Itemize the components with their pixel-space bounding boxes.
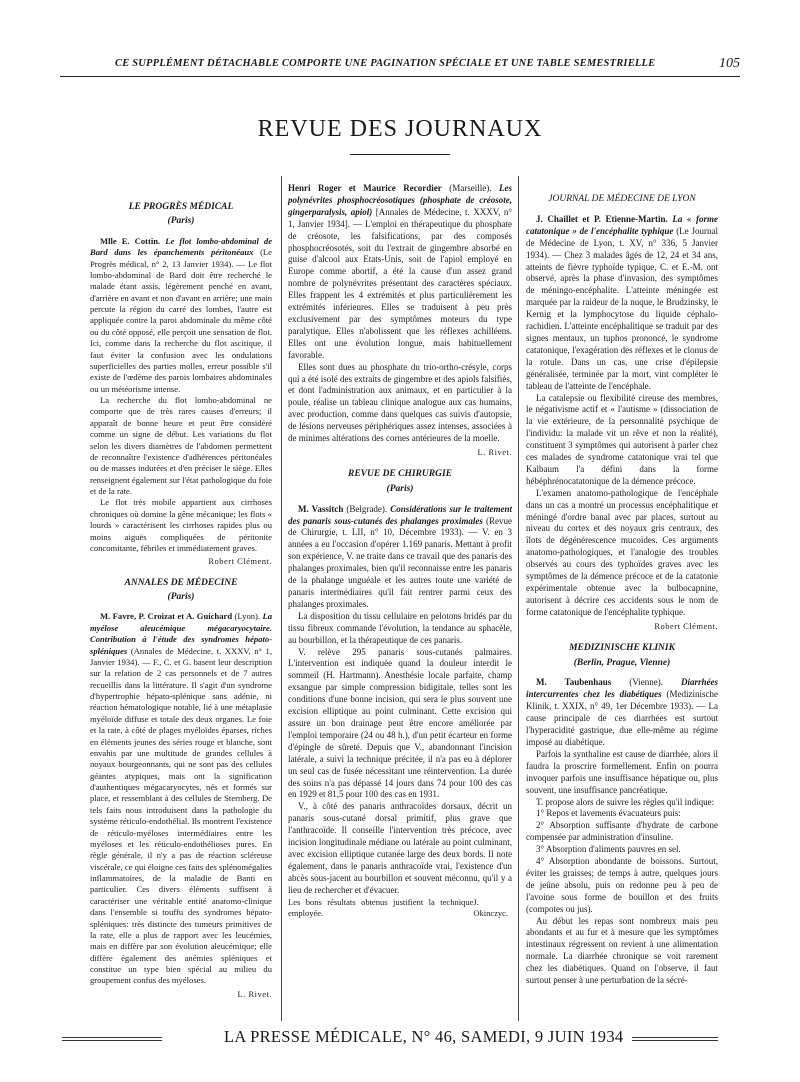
article-title: Le flot lombo-abdominal de Bard dans les épanchements péritonéaux	[90, 235, 273, 258]
page-footer	[60, 1027, 740, 1051]
list-item: 4° Absorption abondante de boissons. Surtout, éviter les graisses; de temps à autre, quelques jours de jeûne absolu, puis on redonne peu à peu de l'avoine sous forme de bouillon et des fruits (compotes ou jus).	[526, 856, 718, 914]
paragraph: La catalepsie ou flexibilité cireuse des membres, le négativisme actif et « l'autisme » (dissociation de la vie extérieure, de la personnalité psychique de l'individu: la malade vit un rêve et non la réalité), constituent 3 symptômes qui autorisent à parler chez ces malades de syndrome catatonique vrai tel que Kalbaum l'a défini dans la forme hébéphrénocatatonique de la démence précoce.	[526, 392, 718, 486]
list-item: 2° Absorption suffisante d'hydrate de carbone compensée par administration d'insuline.	[526, 820, 718, 843]
article-title: Diarrhées intercurrentes chez les diabétiques	[526, 677, 718, 700]
paragraph: L'examen anatomo-pathologique de l'encéphale dans un cas a montré un processus encéphalitique et méningé d'ordre banal avec par places, surtout au niveau du cortex et des noyaux gris centraux, des îlots de dégénérescence mucoïdes. Ces arguments anatomo-pathologiques, et l'analogie des troubles observés au cours des typhoïdes graves avec les symptômes de la démence précoce et de la catatonie expérimentale obtenue avec la bulbocapnine, autorisent à décrire ces accidents sous le nom de forme catatonique de l'encéphalite typhique.	[526, 487, 718, 617]
supplement-note: CE SUPPLÉMENT DÉTACHABLE COMPORTE UNE PAGINATION SPÉCIALE ET UNE TABLE SEMESTRIELLE	[115, 58, 656, 69]
article-title: Les polynévrites phosphocréosotiques (phosphate de créosote, gingerparalysis, apiol)	[288, 183, 513, 217]
paragraph: Le flot très mobile appartient aux cirrhoses chroniques où domine la gêne mécanique; les flots « lourds » caractérisent les cirrhoses rapides plus ou moins aiguës compliquées de péritonite concomitante, fébriles et immédiatement graves.	[90, 497, 272, 553]
section-city: (Berlin, Prague, Vienne)	[573, 657, 671, 668]
article-signature: L. Rivet.	[477, 446, 512, 457]
article-location: (Vienne).	[629, 677, 663, 688]
article-closing	[288, 897, 512, 921]
article-signature: J. Okinczyc.	[473, 896, 509, 919]
article-body	[526, 214, 718, 393]
article-signature: L. Rivet.	[237, 988, 272, 999]
paragraph: Parfois la synthaline est cause de diarrhée, alors il faudra la proscrire formellement. Enfin on pourra invoquer parfois une insuffisance hépatique ou, plus souvent, une insuffisance pancréatique.	[526, 748, 718, 795]
header-rule	[60, 76, 740, 77]
paragraph: Les bons résultats obtenus justifient la technique employée.	[288, 896, 474, 919]
paragraph: Au début les repas sont nombreux mais peu abondants et au fur et à mesure que les symptômes intestinaux régressent on revient à une alimentation normale. La diarrhée chronique se voit rarement chez les diabétiques. Quand on l'observe, il faut surtout penser à une perturbation de la sécré-	[526, 915, 718, 986]
article-author: M. Vassitch	[298, 503, 344, 514]
column-divider	[281, 176, 282, 1021]
article-location: (Marseille).	[449, 183, 492, 193]
article-author: J. Chaillet et P. Etienne-Martin.	[536, 213, 668, 224]
section-heading: LE PROGRÈS MÉDICAL	[128, 202, 234, 212]
article-body	[288, 504, 512, 611]
section-heading: JOURNAL DE MÉDECINE DE LYON	[548, 194, 696, 204]
article-text: (Le Journal de Médecine de Lyon, t. XV, n° 336, 5 Janvier 1934). — Chez 3 malades âgés de 12, 24 et 34 ans, atteints de fièvre typhoïde typique, C. et E.-M. ont observé, après la phase d'invasion, des symptômes de méningo-encéphalite. L'atteinte méningée est marquée par la raideur de la nuque, le Brudzinsky, le Kernig et la lymphocytose du liquide céphalo-rachidien. L'atteinte encéphalitique se traduit par des signes mentaux, un tuphos prononcé, le syndrome catatonique, l'exagération des réflexes et le clonus de la rotule. Dans un cas, une crise d'épilepsie généralisée, terminée par la mort, vint compléter le tableau de l'atteinte de l'encéphale.	[526, 225, 719, 391]
article-signature: Robert Clément.	[208, 556, 272, 567]
article-text: (Annales de Médecine, t. XXXV, n° 1, Janvier 1934). — F., C. et G. basent leur description sur la relation de 2 cas personnels et de 7 autres recueillis dans la littérature. Il s'agit d'un syndrome d'hypertrophie hépato-splénique sans adénie, ni réaction hématologique notable, lié à une métaplasie myéloïde diffuse et totale des deux organes. Le foie et la rate, à côté de plages myéloïdes éparses, riches en éléments jeunes des séries rouge et blanche, sont envahis par une multitude de grandes cellules à noyaux bourgeonnants, qui ne sont pas des cellules géantes atypiques, mais ont la signification d'authentiques mégacaryocytes, nés et formés sur place, et ressemblant à des cellules de Sternberg. De tels faits nous introduisent dans la pathologie du système réticulo-endothélial. Ils montrent l'existence de réticulo-myéloses intermédiaires entre les myéloses et les réticulo-endothélioses pures. En règle générale, il n'y a pas de réaction scléreuse viscérale, ce qui éloigne ces faits des splénomégalies inflammatoires, de la maladie de Banti en particulier. Ces divers éléments suffisent à caractériser une véritable entité anatomo-clinique dans l'ensemble si touffu des syndromes hépato-spléniques: très distincte des tumeurs primitives de la rate, elle a plus de rapport avec les leucémies, mais en diffère par son évolution aleucémique; elle diffère également des anémies spléniques et constitue un type bien spécial au milieu du groupement confus des myéloses.	[90, 645, 272, 986]
article-body	[90, 611, 272, 986]
article-author: Mlle E. Cottin.	[100, 235, 161, 246]
article-location: (Belgrade).	[346, 503, 388, 514]
article-signature: Robert Clément.	[654, 620, 718, 631]
paragraph: T. propose alors de suivre les règles qu'il indique:	[536, 796, 715, 807]
article-text: (Medizinische Klinik, t. XXIX, n° 49, 1er Décembre 1933). — La cause principale de ces diarrhées est surtout l'hyperacidité gastrique, due elle-même au régime imposé au diabétique.	[526, 689, 719, 747]
paragraph: La disposition du tissu cellulaire en pelotons bridés par du tissu fibreux commande l'évolution, la tendance au sphacèle, au bourbillon, et la thérapeutique de ces panaris.	[288, 610, 512, 645]
column-2	[288, 183, 512, 920]
article-author: M. Taubenhaus	[536, 677, 612, 688]
paragraph: V., à côté des panaris anthracoïdes dorsaux, décrit un panaris sous-cutané dorsal primitif, plus grave que l'anthracoïde. Il conseille l'intervention très précoce, avec incision longitudinale médiane ou latérale au point culminant, avec excision elliptique cutanée large des deux bords. Il note également, dans le panaris anthracoïde vrai, l'existence d'un abcès sous-jacent au bourbillon et souvent méconnu, qu'il y a lieu de rechercher et d'évacuer.	[288, 801, 512, 895]
article-body	[288, 183, 512, 362]
paragraph: La recherche du flot lombo-abdominal ne comporte que de très rares causes d'erreurs; il apparaît de bonne heure et peut être considéré comme un signe de début. Les variations du flot selon les divers diamètres de l'abdomen permettent de reconnaître l'existence d'adhérences péritonéales ou de masses indurées et d'en préciser le siège. Elles renseignent également sur l'état pathologique du foie et de la rate.	[90, 395, 272, 496]
paragraph: Elles sont dues au phosphate du trio-ortho-crésyle, corps qui a été isolé des extraits de gingembre et des apiols falsifiés, et dont l'administration aux animaux, et en particulier à la poule, réalise un tableau clinique analogue aux cas humains, avec production, comme dans quelques cas suivis d'autopsie, de lésions nerveuses périphériques assez intenses, associées à de minimes altérations des cornes antérieures de la moelle.	[288, 361, 512, 444]
column-3	[526, 194, 718, 987]
article-text: (Le Progrès médical, n° 2, 13 Janvier 1934). — Le flot lombo-abdominal de Bard doit être recherché le malade étant assis, légèrement penché en avant, d'arrière en avant et non d'avant en arrière; une main percute la région du carré des lombes, l'autre est appliquée contre la paroi abdominale du même côté ou du côté opposé, elle perçoit une sensation de flot. Ici, comme dans la recherche du flot ascitique, il faut éviter la confusion avec les ondulations superficielles des parties molles, erreur possible s'il existe de l'œdème des parois lombaires abdominales ou un météorisme intense.	[90, 247, 272, 394]
section-heading: ANNALES DE MÉDECINE	[124, 577, 238, 588]
section-heading: REVUE DE CHIRURGIE	[347, 468, 452, 479]
article-author: M. Favre, P. Croizat et A. Guichard	[100, 611, 233, 622]
article-body	[90, 236, 272, 395]
column-1	[90, 202, 272, 1010]
page-header	[60, 56, 740, 76]
column-divider	[518, 176, 519, 1021]
list-item: 1° Repos et lavements évacuateurs puis:	[536, 808, 681, 819]
article-title: La « forme catatonique » de l'encéphalite typhique	[526, 213, 719, 236]
page-title: REVUE DES JOURNAUX	[257, 116, 543, 142]
section-city: (Paris)	[167, 592, 195, 602]
paragraph: V. relève 295 panaris sous-cutanés palmaires. L'intervention est indiquée quand la douleur interdit le sommeil (H. Hartmann). Anesthésie locale parfaite, champ exsangue par simple compression bidigitale, telles sont les conditions d'une bonne incision, qui sera le plus souvent une excision elliptique au point culminant. Cette excision qui assure un bon drainage peut être encore améliorée par l'emploi temporaire (24 ou 48 h.), d'un petit écarteur en forme d'épingle de sûreté. Depuis que V., abandonnant l'incision latérale, a suivi la technique précitée, il n'a pas eu à déplorer un seul cas de fusée nécessitant une réintervention. La durée des soins n'a pas dépassé 14 jours dans 74 pour 100 des cas en 1929 et 81,5 pour 100 des cas en 1931.	[288, 646, 512, 800]
article-location: (Lyon).	[234, 611, 261, 622]
article-title: Considérations sur le traitement des panaris sous-cutanés des phalanges proximales	[288, 503, 512, 526]
section-heading: MEDIZINISCHE KLINIK	[569, 642, 675, 653]
title-rule	[350, 154, 450, 155]
footer-text: LA PRESSE MÉDICALE, N° 46, SAMEDI, 9 JUIN 1934	[224, 1027, 624, 1046]
article-title: La myélose aleucémique mégacaryocytaire. Contribution à l'étude des syndromes hépato-spléniques	[90, 611, 273, 656]
list-item: 3° Absorption d'aliments pauvres en sel.	[536, 844, 681, 855]
page-number: 105	[719, 56, 740, 71]
section-city: (Paris)	[386, 483, 414, 494]
article-text: [Annales de Médecine, t. XXXV, n° 1, Janvier 1934]. — L'emploi en thérapeutique du phosphate de créosote, les falsifications, par des composés phosphocréosotés, soit du l'extrait de gingembre absorbé en guise d'alcool aux Etats-Unis, soit de l'apiol employé en Europe comme abortif, a été la cause d'un assez grand nombre de polynévrites présentant des caractères spéciaux. Elles frappent les 4 extrémités et plus particulièrement les extrémités inférieures. Elles se traduisent à peu près exclusivement par des symptômes moteurs du type paralytique. Elles n'abolissent que les réflexes achilléens. Elles ont une évolution longue, mais habituellement favorable.	[288, 206, 512, 360]
article-author: Henri Roger et Maurice Recordier	[288, 183, 442, 193]
article-text: (Revue de Chirurgie, t. LII, n° 10, Décembre 1933). — V. en 3 années a eu l'occasion d'opérer 1.169 panaris. Mettant à profit son expérience, V. ne traite dans ce travail que des panaris des phalanges proximales, bien qu'il reconnaisse entre les panaris de la phalange unguéale et les autres toute une variété de panaris intermédiaires qu'il fait rentrer parmi ceux des phalanges proximales.	[288, 515, 513, 609]
section-city: (Paris)	[167, 216, 195, 227]
article-body	[526, 677, 718, 748]
